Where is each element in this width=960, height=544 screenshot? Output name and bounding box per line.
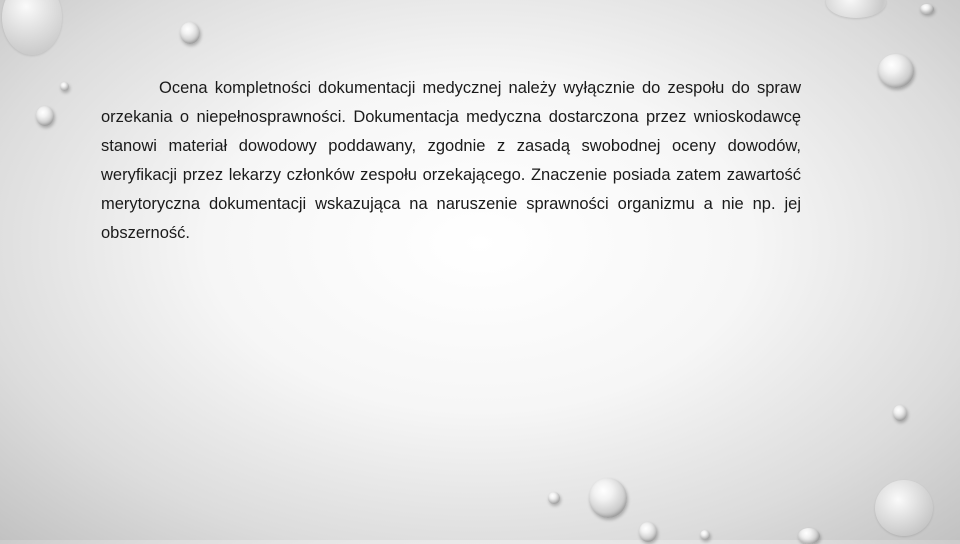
body-paragraph: Ocena kompletności dokumentacji medycznej należy wyłącznie do zespołu do spraw orzekania o niepełnosprawności. Dokumentacja medyczna dostarczona przez wnioskodawcę stanowi materiał dowodowy poddawany, zgodnie z zasadą swobodnej oceny dowodów, weryfikacji przez lekarzy członków zespołu orzekającego. Znaczenie posiada zatem zawartość merytoryczna dokumentacji wskazująca na naruszenie sprawności organizmu a nie np. jej obszerność.: [101, 79, 801, 242]
water-drop-decoration: [639, 522, 657, 542]
water-drop-decoration: [548, 492, 560, 504]
water-drop-decoration: [826, 0, 886, 18]
water-drop-decoration: [589, 478, 627, 518]
water-drop-decoration: [180, 22, 200, 44]
water-drop-decoration: [2, 0, 62, 55]
water-drop-decoration: [798, 528, 820, 544]
water-drop-decoration: [878, 54, 914, 88]
water-drop-decoration: [700, 530, 710, 540]
water-drop-decoration: [875, 480, 933, 536]
water-drop-decoration: [893, 405, 907, 421]
water-drop-decoration: [36, 106, 54, 126]
water-drop-decoration: [60, 82, 69, 91]
water-drop-decoration: [920, 4, 934, 14]
